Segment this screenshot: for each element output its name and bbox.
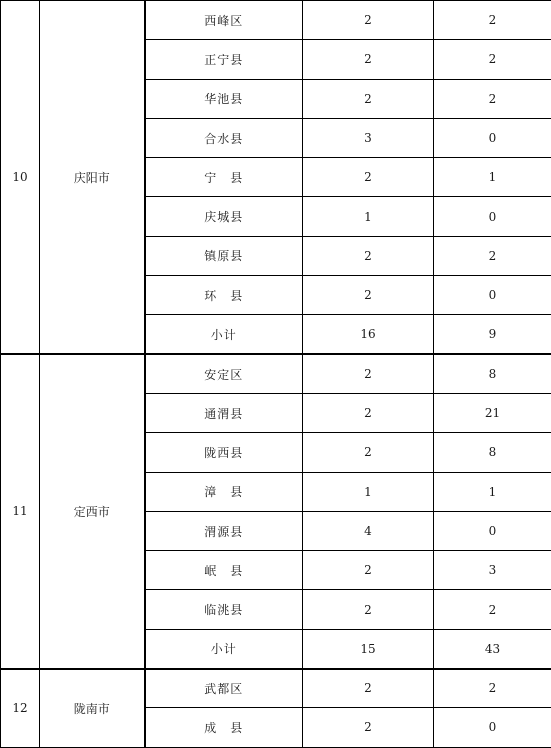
value-a: 2 bbox=[303, 590, 434, 629]
value-b: 0 bbox=[434, 276, 551, 315]
table-row bbox=[1, 354, 551, 393]
value-b: 0 bbox=[434, 708, 551, 747]
value-b: 2 bbox=[434, 79, 551, 118]
value-a: 15 bbox=[303, 629, 434, 668]
county-name: 环 县 bbox=[145, 276, 303, 315]
value-a: 1 bbox=[303, 472, 434, 511]
value-b: 1 bbox=[434, 472, 551, 511]
value-b: 1 bbox=[434, 158, 551, 197]
value-a: 2 bbox=[303, 236, 434, 275]
value-a: 2 bbox=[303, 354, 434, 393]
value-b: 21 bbox=[434, 393, 551, 432]
value-b: 9 bbox=[434, 315, 551, 354]
value-b: 2 bbox=[434, 669, 551, 708]
group-number: 12 bbox=[1, 669, 40, 748]
value-a: 2 bbox=[303, 433, 434, 472]
value-b: 3 bbox=[434, 551, 551, 590]
county-name: 陇西县 bbox=[145, 433, 303, 472]
value-b: 2 bbox=[434, 1, 551, 40]
group-number: 11 bbox=[1, 354, 40, 668]
county-name: 镇原县 bbox=[145, 236, 303, 275]
value-b: 43 bbox=[434, 629, 551, 668]
city-name: 定西市 bbox=[40, 354, 145, 668]
value-a: 2 bbox=[303, 551, 434, 590]
value-b: 8 bbox=[434, 354, 551, 393]
county-name: 华池县 bbox=[145, 79, 303, 118]
county-name: 安定区 bbox=[145, 354, 303, 393]
county-name: 临洮县 bbox=[145, 590, 303, 629]
county-name: 正宁县 bbox=[145, 40, 303, 79]
value-b: 0 bbox=[434, 511, 551, 550]
table-row bbox=[1, 669, 551, 708]
county-name: 小计 bbox=[145, 315, 303, 354]
value-b: 2 bbox=[434, 236, 551, 275]
value-a: 2 bbox=[303, 79, 434, 118]
value-a: 2 bbox=[303, 158, 434, 197]
value-a: 4 bbox=[303, 511, 434, 550]
county-name: 西峰区 bbox=[145, 1, 303, 40]
table-row bbox=[1, 1, 551, 40]
county-name: 漳 县 bbox=[145, 472, 303, 511]
value-a: 16 bbox=[303, 315, 434, 354]
group-number: 10 bbox=[1, 1, 40, 355]
city-name: 陇南市 bbox=[40, 669, 145, 748]
value-a: 2 bbox=[303, 393, 434, 432]
value-a: 2 bbox=[303, 40, 434, 79]
value-b: 0 bbox=[434, 197, 551, 236]
value-a: 1 bbox=[303, 197, 434, 236]
county-name: 合水县 bbox=[145, 118, 303, 157]
county-name: 宁 县 bbox=[145, 158, 303, 197]
value-b: 2 bbox=[434, 590, 551, 629]
county-name: 庆城县 bbox=[145, 197, 303, 236]
value-a: 2 bbox=[303, 276, 434, 315]
value-a: 2 bbox=[303, 1, 434, 40]
value-b: 8 bbox=[434, 433, 551, 472]
county-name: 成 县 bbox=[145, 708, 303, 747]
value-b: 0 bbox=[434, 118, 551, 157]
value-a: 3 bbox=[303, 118, 434, 157]
value-b: 2 bbox=[434, 40, 551, 79]
county-name: 小计 bbox=[145, 629, 303, 668]
county-name: 岷 县 bbox=[145, 551, 303, 590]
county-name: 渭源县 bbox=[145, 511, 303, 550]
value-a: 2 bbox=[303, 708, 434, 747]
table-body bbox=[1, 1, 551, 748]
county-name: 通渭县 bbox=[145, 393, 303, 432]
county-name: 武都区 bbox=[145, 669, 303, 708]
city-name: 庆阳市 bbox=[40, 1, 145, 355]
value-a: 2 bbox=[303, 669, 434, 708]
